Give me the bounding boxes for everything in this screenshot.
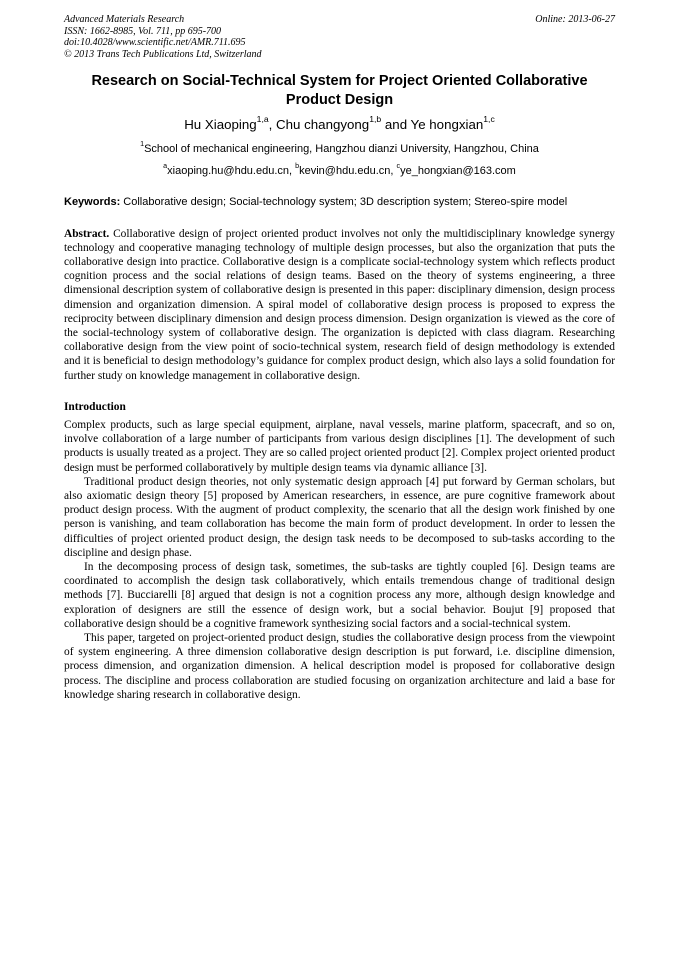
affiliation	[64, 142, 615, 156]
keywords	[64, 195, 615, 210]
intro-paragraph: Traditional product design theories, not only systematic design approach [4] put forward by German scholars, but also axiomatic design theory [5] proposed by American researchers, in essence, are pure cognitive framework about product design process. With the augment of product complexity, the scenario that all the design work finished by one person is vanishing, and team collaboration has become the main form of product development. In order to lessen the difficulties of project oriented product design, the design task needs to be decomposed to sub-tasks according to the discipline and design phase.	[64, 475, 615, 559]
author-sup: 1,c	[483, 114, 495, 125]
intro-paragraph: In the decomposing process of design task, sometimes, the sub-tasks are tightly coupled [6]. Design teams are coordinated to accomplish the design task collaboratively, which entails tremendous change of traditional design methods [7]. Bucciarelli [8] argued that design is not a cognition process any more, although design knowledge and exploration of designers are still the essence of design work, but a social behavior. Boujut [9] proposed that collaborative design should be a cognitive framework synthesizing social factors and a social-technical system.	[64, 560, 615, 630]
paper-title: Research on Social-Technical System for Project Oriented Collaborative Product Design	[91, 73, 588, 108]
email-sup: a	[163, 162, 168, 171]
online-date: Online: 2013-06-27	[535, 14, 615, 25]
copyright-line: © 2013 Trans Tech Publications Ltd, Switzerland	[64, 48, 262, 60]
journal-header	[64, 14, 615, 60]
email-sup: c	[396, 162, 401, 171]
author-sup: 1,a	[256, 114, 269, 125]
author-separator: ,	[268, 117, 277, 132]
affiliation-sup: 1	[140, 140, 145, 149]
email[interactable]: kevin@hdu.edu.cn,	[299, 165, 397, 177]
introduction-body	[64, 418, 615, 702]
issn-line: ISSN: 1662-8985, Vol. 711, pp 695-700	[64, 25, 222, 37]
keywords-text: Collaborative design; Social-technology system; 3D description system; Stereo-spire model	[120, 196, 568, 208]
email-sup: b	[295, 162, 300, 171]
abstract	[64, 227, 615, 383]
abstract-text: Collaborative design of project oriented product involves not only the multidisciplinary knowledge synergy technology and cooperative managing technology of multiple design processes, but also the organization that puts the collaborative design into practice. Collaborative design is a complicate social-technology system which reflects product cognition process and the social relations of design teams. Based on the theory of systems engineering, a three dimensional description system of collaborative design is presented in this paper: disciplinary dimension, design process dimension and organization dimension. A spiral model of collaborative design process is proposed to express the reciprocity between disciplinary dimension and design process dimension. Design organization is viewed as the core of the social-technology system of collaborative design. The organization is depicted with class diagram. Researching collaborative design from the view point of socio-technical system, research field of design methodology is extended and it is beneficial to design methodology’s guidance for complex product design, which also lays a solid foundation for further study on knowledge management in collaborative design.	[64, 227, 615, 382]
author-list	[64, 116, 615, 134]
keywords-label: Keywords:	[64, 196, 121, 208]
author-sup: 1,b	[369, 114, 382, 125]
author-name: Hu Xiaoping	[184, 117, 257, 132]
section-heading-introduction: Introduction	[64, 400, 126, 413]
email[interactable]: xiaoping.hu@hdu.edu.cn,	[167, 165, 296, 177]
doi-line[interactable]: doi:10.4028/www.scientific.net/AMR.711.695	[64, 37, 246, 48]
email[interactable]: ye_hongxian@163.com	[400, 165, 516, 177]
paper-page	[64, 14, 615, 702]
intro-paragraph: Complex products, such as large special equipment, airplane, naval vessels, marine platform, spacecraft, and so on, involve collaboration of a large number of participants from various design disciplines [1]. The development of such products is usually treated as a project. They are so called project oriented product [2]. Complex project oriented product design must be performed collaboratively by multiple design teams via dynamic alliance [3].	[64, 418, 615, 474]
intro-paragraph: This paper, targeted on project-oriented product design, studies the collaborative design process from the viewpoint of system engineering. A three dimension collaborative design description is put forward, i.e. discipline dimension, process dimension, and organization dimension. A helical description model is proposed for collaborative design process. The discipline and process collaboration are studied focusing on organization architecture and laid a base for knowledge sharing research in collaborative design.	[64, 631, 615, 701]
journal-name: Advanced Materials Research	[64, 14, 185, 25]
abstract-label: Abstract.	[64, 227, 110, 240]
affiliation-text: School of mechanical engineering, Hangzhou dianzi University, Hangzhou, China	[144, 143, 539, 155]
author-name: Ye hongxian	[410, 117, 484, 132]
email-list	[64, 164, 615, 178]
author-name: Chu changyong	[276, 117, 370, 132]
author-separator: and	[381, 117, 411, 132]
